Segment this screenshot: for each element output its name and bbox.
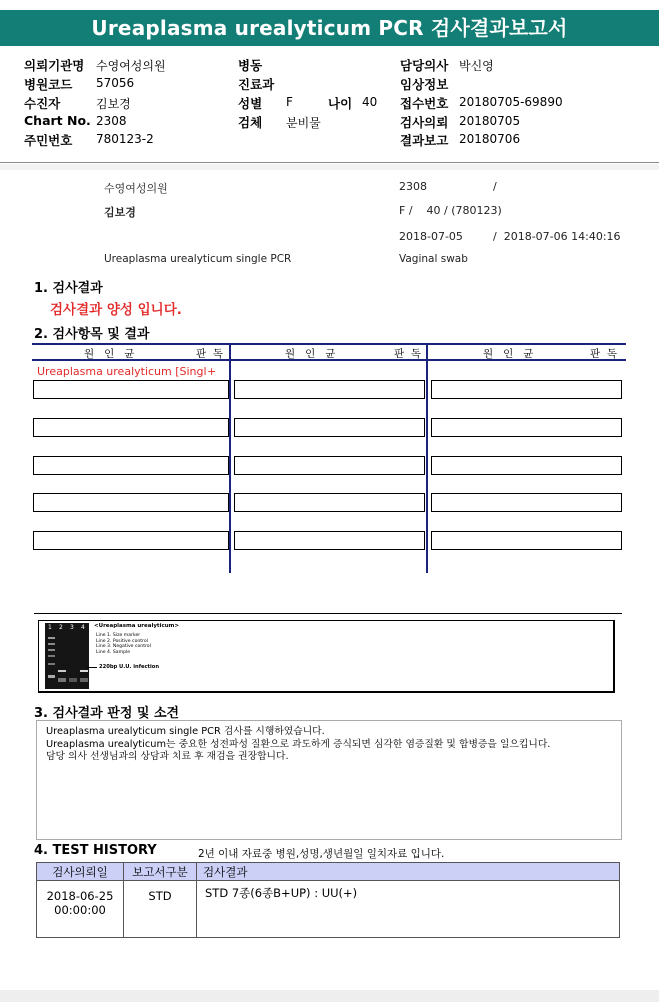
summary-sex-age: F / 40 / (780123) <box>399 204 502 217</box>
result-item-organism: Ureaplasma urealyticum [Singl <box>37 365 207 378</box>
header-label-report: 결과보고 <box>400 133 449 148</box>
history-date: 2018-06-25 <box>46 889 114 903</box>
gel-arrow-icon <box>87 667 97 668</box>
gel-band <box>58 678 66 682</box>
table-row <box>37 881 620 938</box>
history-note: 2년 이내 자료중 병원,성명,생년월일 일치자료 입니다. <box>198 848 445 860</box>
header-label-chart: Chart No. <box>24 113 91 128</box>
result-cell <box>33 531 229 550</box>
gel-band <box>80 678 88 682</box>
result-cell <box>33 380 229 399</box>
gel-legend-line: Line 3. Negative control <box>96 644 151 649</box>
gel-heading: <Ureaplasma urealyticum> <box>94 623 179 629</box>
col-judge-header-3: 판 독 <box>590 348 617 360</box>
result-cell <box>234 456 425 475</box>
col-org-header-2: 원 인 균 <box>285 348 336 360</box>
gel-band <box>69 678 77 682</box>
gel-band <box>80 670 88 672</box>
table-top-rule <box>32 343 626 345</box>
header-value-age: 40 <box>362 95 378 109</box>
header-label-doctor: 담당의사 <box>400 58 449 73</box>
col-judge-header-2: 판 독 <box>394 348 421 360</box>
history-header-result: 검사결과 <box>197 863 620 881</box>
header-label-clinical: 임상정보 <box>400 77 449 92</box>
header-label-institution: 의뢰기관명 <box>24 58 85 73</box>
gel-band <box>48 655 55 657</box>
report-title: Ureaplasma urealyticum PCR 검사결과보고서 <box>0 10 659 46</box>
page-footer-band <box>0 990 659 1002</box>
result-cell <box>234 418 425 437</box>
summary-chart: 2308 <box>399 180 427 193</box>
header-divider <box>0 162 659 163</box>
header-label-ward: 병동 <box>238 58 263 73</box>
gel-band <box>48 637 55 639</box>
history-time: 00:00:00 <box>54 903 106 917</box>
gel-legend-line: Line 2. Positive control <box>96 638 148 644</box>
gel-band <box>48 643 55 645</box>
gel-divider <box>34 613 622 614</box>
header-label-receipt: 접수번호 <box>400 96 449 111</box>
opinion-line: Ureaplasma urealyticum는 중요한 성전파성 질환으로 과도하게 증식되면 심각한 염증질환 및 합병증을 일으킵니다. <box>46 738 551 750</box>
header-label-age: 나이 <box>328 96 353 111</box>
result-cell <box>431 456 622 475</box>
header-label-sex: 성별 <box>238 96 263 111</box>
history-table <box>36 862 620 938</box>
header-label-dept: 진료과 <box>238 77 275 92</box>
header-value-receipt: 20180705-69890 <box>459 95 563 109</box>
header-shade <box>0 164 659 170</box>
section2-title: 2. 검사항목 및 결과 <box>34 327 150 342</box>
result-cell <box>33 456 229 475</box>
gel-lane-4: 4 <box>81 624 85 631</box>
result-text: 검사결과 양성 입니다. <box>50 302 182 318</box>
section3-title: 3. 검사결과 판정 및 소견 <box>34 706 180 721</box>
header-value-patient: 김보경 <box>96 97 131 111</box>
header-value-chart: 2308 <box>96 114 127 128</box>
gel-photo <box>45 623 89 689</box>
gel-lane-1: 1 <box>48 624 52 631</box>
header-label-id: 주민번호 <box>24 133 73 148</box>
gel-legend-line: Line 1. Size marker <box>96 633 141 638</box>
gel-band <box>48 675 55 678</box>
section4-title: 4. TEST HISTORY <box>34 843 157 858</box>
header-value-hospital-code: 57056 <box>96 76 135 90</box>
result-cell <box>234 380 425 399</box>
header-label-specimen: 검체 <box>238 115 263 130</box>
header-value-specimen: 분비물 <box>286 116 321 130</box>
gel-legend <box>96 633 151 655</box>
col-org-header-3: 원 인 균 <box>483 348 534 360</box>
history-header-date: 검사의뢰일 <box>37 863 124 881</box>
result-item-judge: + <box>207 365 217 378</box>
result-cell <box>234 531 425 550</box>
gel-band <box>48 649 55 651</box>
summary-date-received: 2018-07-05 <box>399 230 463 243</box>
gel-band <box>58 670 66 672</box>
gel-lane-3: 3 <box>70 624 74 631</box>
header-value-report: 20180706 <box>459 132 521 146</box>
history-header-type: 보고서구분 <box>124 863 197 881</box>
summary-hospital: 수영여성의원 <box>104 182 168 195</box>
gel-image-panel <box>38 620 615 693</box>
header-label-patient: 수진자 <box>24 96 61 111</box>
opinion-box <box>36 720 622 840</box>
table-col-sep-2 <box>426 345 428 573</box>
result-cell <box>234 493 425 512</box>
section1-title: 1. 검사결과 <box>34 281 103 296</box>
result-cell <box>431 493 622 512</box>
opinion-line: 담당 의사 선생님과의 상담과 치료 후 재검을 권장합니다. <box>46 751 289 762</box>
gel-legend-line: Line 4. Sample <box>96 649 131 655</box>
summary-name: 김보경 <box>104 206 136 219</box>
result-cell <box>33 493 229 512</box>
header-value-doctor: 박신영 <box>459 59 494 73</box>
header-value-sex: F <box>286 95 293 109</box>
result-cell <box>431 380 622 399</box>
opinion-line: Ureaplasma urealyticum single PCR 검사를 시행하였습니다. <box>46 726 325 737</box>
header-value-id: 780123-2 <box>96 132 154 146</box>
summary-test-name: Ureaplasma urealyticum single PCR <box>104 253 292 265</box>
col-judge-header-1: 판 독 <box>196 348 223 360</box>
gel-lane-2: 2 <box>59 624 63 631</box>
header-value-institution: 수영여성의원 <box>96 59 166 73</box>
summary-specimen: Vaginal swab <box>399 253 468 265</box>
result-cell <box>33 418 229 437</box>
table-col-sep-1 <box>229 345 231 573</box>
header-label-request: 검사의뢰 <box>400 115 449 130</box>
history-result: STD 7종(6종B+UP) : UU(+) <box>197 881 620 938</box>
history-type: STD <box>124 881 197 938</box>
col-org-header-1: 원 인 균 <box>84 348 135 360</box>
header-label-hospital-code: 병원코드 <box>24 77 73 92</box>
summary-slash: / <box>493 180 497 193</box>
summary-date-report: / 2018-07-06 14:40:16 <box>493 230 621 243</box>
result-cell <box>431 531 622 550</box>
gel-band <box>48 663 55 665</box>
result-cell <box>431 418 622 437</box>
header-value-request: 20180705 <box>459 114 521 128</box>
history-date-cell <box>37 881 124 938</box>
gel-arrow-label: 220bp U.U. infection <box>99 664 160 670</box>
